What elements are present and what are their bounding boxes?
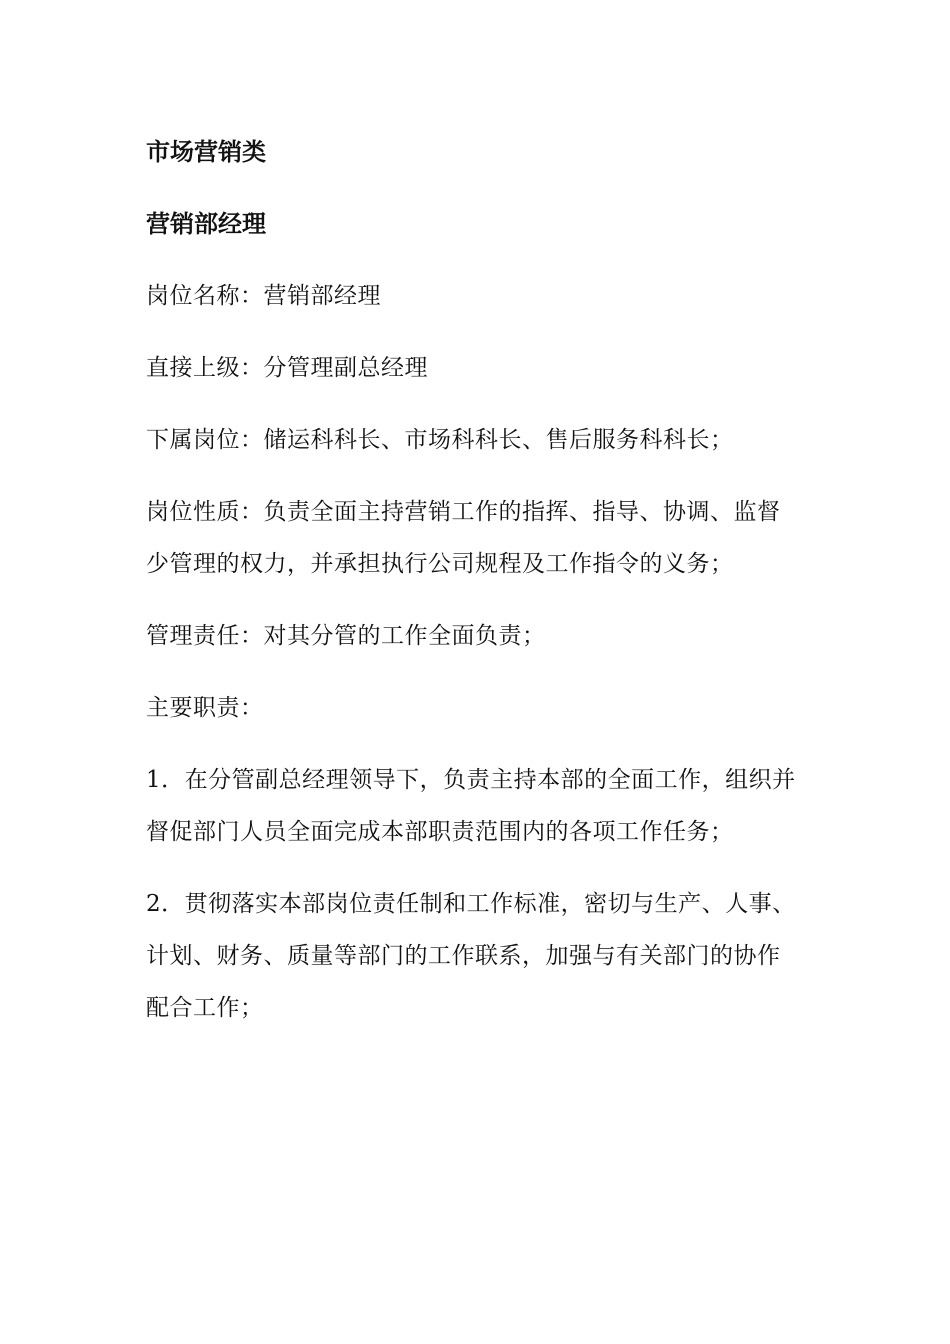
field-position-name: 岗位名称：营销部经理 — [146, 283, 381, 309]
field-subordinate-positions: 下属岗位：储运科科长、市场科科长、售后服务科科长； — [146, 427, 734, 453]
field-position-nature: 岗位性质：负责全面主持营销工作的指挥、指导、协调、监督少管理的权力，并承担执行公司规程及工作指令的义务； — [146, 499, 781, 577]
position-heading: 营销部经理 — [146, 210, 266, 238]
field-direct-superior: 直接上级：分管理副总经理 — [146, 355, 428, 381]
category-heading: 市场营销类 — [146, 138, 266, 166]
document-body — [146, 126, 800, 1054]
field-management-responsibility: 管理责任：对其分管的工作全面负责； — [146, 623, 546, 649]
field-main-duties-label: 主要职责： — [146, 695, 264, 721]
duty-item-1: 1．在分管副总经理领导下，负责主持本部的全面工作，组织并督促部门人员全面完成本部职责范围内的各项工作任务； — [146, 767, 796, 845]
duty-item-2: 2．贯彻落实本部岗位责任制和工作标准，密切与生产、人事、计划、财务、质量等部门的工作联系，加强与有关部门的协作配合工作； — [146, 891, 796, 1021]
